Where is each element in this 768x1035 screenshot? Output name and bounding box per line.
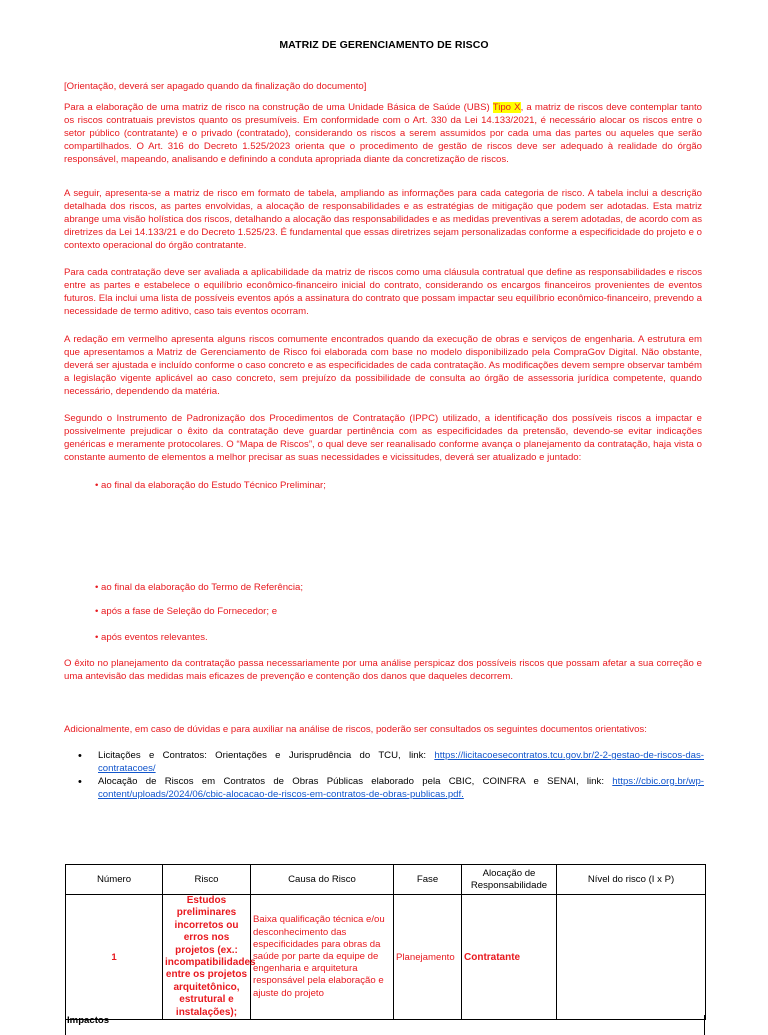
- update-stage-tr: • ao final da elaboração do Termo de Referência;: [95, 582, 303, 593]
- cell-nivel: [557, 895, 706, 1020]
- cbic-link[interactable]: https://cbic.org.br/wp-content/uploads/2024/06/cbic-alocacao-de-riscos-em-contratos-de-obras-publicas.pdf.: [98, 775, 704, 800]
- header-nivel: Nível do risco (I x P): [557, 865, 706, 895]
- cell-risco: Estudos preliminares incorretos ou erros nos projetos (ex.: incompatibilidades entre os projetos arquitetônico, estrutural e instalações);: [163, 895, 251, 1020]
- paragraph-intro: [64, 102, 702, 167]
- paragraph-success: O êxito no planejamento da contratação passa necessariamente por uma análise perspicaz dos possíveis riscos que possam afetar a sua correção e uma antevisão das medidas mais eficazes de prevenção e contenção dos danos que daqueles decorrem.: [64, 658, 702, 682]
- cell-numero: 1: [66, 895, 163, 1020]
- header-fase: Fase: [394, 865, 462, 895]
- reference-doc-cbic: • Alocação de Riscos em Contratos de Obras Públicas elaborado pela CBIC, COINFRA e SENAI, link: https://cbic.org.br/wp-content/uploads/2024/06/cbic-alocacao-de-riscos-em-contratos-de-obras-publicas.pdf.: [64, 776, 704, 802]
- paragraph-additional: Adicionalmente, em caso de dúvidas e para auxiliar na análise de riscos, poderão ser consultados os seguintes documentos orientativos:: [64, 724, 647, 735]
- risk-matrix-table: [65, 864, 706, 1020]
- table-header-row: [66, 865, 706, 895]
- update-stage-events: • após eventos relevantes.: [95, 632, 208, 643]
- paragraph-contract-clause: Para cada contratação deve ser avaliada a aplicabilidade da matriz de riscos como uma cláusula contratual que define as responsabilidades e riscos entre as partes e estabelece o equilíbrio econômico-financeiro inicial do contrato, considerando os encargos financeiros provenientes de eventos futuros. Ela inclui uma lista de possíveis eventos após a assinatura do contrato que possam impactar seu equilíbrio econômico-financeiro, prevendo a necessidade de termo aditivo, caso tais eventos ocorram.: [64, 267, 702, 317]
- reference-docs-list: [64, 750, 704, 802]
- header-numero: Número: [66, 865, 163, 895]
- header-alocacao: Alocação de Responsabilidade: [462, 865, 557, 895]
- intro-text-b: , a matriz de riscos deve contemplar tanto os riscos contratuais previstos quanto os presumíveis. Em conformidade com o Art. 330 da Lei 14.133/2021, é necessário alocar os riscos entre o setor público (contratante) e o privado (contratado), considerando os riscos a serem assumidos por cada uma das partes ou aqueles que serão compartilhados. O Art. 316 do Decreto 1.525/2023 orienta que o procedimento de gestão de riscos deve ser adequado à realidade do órgão responsável, mapeando, analisando e definindo a conduta apropriada diante da concretização de riscos.: [64, 102, 702, 165]
- cell-causa: Baixa qualificação técnica e/ou desconhecimento das especificidades para obras da saúde por parte da equipe de engenharia e arquitetura responsável pela elaboração e ajuste do projeto: [251, 895, 394, 1020]
- tcu-link[interactable]: https://licitacoesecontratos.tcu.gov.br/2-2-gestao-de-riscos-das-contratacoes/: [98, 750, 704, 774]
- reference-doc-tcu: • Licitações e Contratos: Orientações e Jurisprudência do TCU, link: https://licitacoesecontratos.tcu.gov.br/2-2-gestao-de-riscos-das-contratacoes/: [64, 750, 704, 776]
- update-stage-etp: • ao final da elaboração do Estudo Técnico Preliminar;: [95, 480, 326, 491]
- cell-fase: Planejamento: [394, 895, 462, 1020]
- intro-text-a: Para a elaboração de uma matriz de risco na construção de uma Unidade Básica de Saúde (UBS): [64, 102, 493, 113]
- impacts-label: Impactos: [65, 1015, 705, 1035]
- update-stage-supplier: • após a fase de Seleção do Fornecedor; e: [95, 606, 278, 617]
- header-risco: Risco: [163, 865, 251, 895]
- header-causa: Causa do Risco: [251, 865, 394, 895]
- orientation-note: [Orientação, deverá ser apagado quando da finalização do documento]: [64, 81, 367, 92]
- table-row: [66, 895, 706, 1020]
- cell-alocacao: Contratante: [462, 895, 557, 1020]
- paragraph-red-text-note: A redação em vermelho apresenta alguns riscos comumente encontrados quando da execução de obras e serviços de engenharia. A estrutura em que apresentamos a Matriz de Gerenciamento de Risco foi elaborada com base no modelo disponibilizado pela CompraGov Digital. Não obstante, deverá ser ajustada e incluído conforme o caso concreto e as especificidades de cada contratação. As modificações devem sempre observar também a legislação vigente aplicável ao caso concreto, sem prejuízo da possibilidade de consulta ao órgão de assessoria jurídica competente, quando necessário, dependendo da matéria.: [64, 334, 702, 397]
- paragraph-ippc: Segundo o Instrumento de Padronização dos Procedimentos de Contratação (IPPC) utilizado, a identificação dos possíveis riscos a impactar e possivelmente prejudicar o êxito da contratação deve guardar pertinência com as especificidades da pretensão, devendo-se evitar indicações genéricas e meramente protocolares. O “Mapa de Riscos”, o qual deve ser reanalisado conforme avança o planejamento da contratação, haja vista o constante aumento de elementos a melhor precisar as suas necessidades e vicissitudes, deverá ser atualizado e juntado:: [64, 413, 702, 463]
- paragraph-matrix-table: A seguir, apresenta-se a matriz de risco em formato de tabela, ampliando as informações para cada categoria de risco. A tabela inclui a descrição detalhada dos riscos, as partes envolvidas, a alocação de responsabilidades e as estratégias de mitigação que podem ser adotadas. Esta matriz abrange uma visão holística dos riscos, detalhando a alocação das responsabilidades e as medidas preventivas a serem adotadas, de acordo com as diretrizes da Lei 14.133/21 e do Decreto 1.525/23. É fundamental que essas diretrizes sejam personalizadas conforme a especificidade do projeto e o contexto operacional do órgão contratante.: [64, 188, 702, 251]
- highlighted-placeholder: Tipo X: [492, 102, 521, 113]
- document-title: MATRIZ DE GERENCIAMENTO DE RISCO: [279, 39, 489, 51]
